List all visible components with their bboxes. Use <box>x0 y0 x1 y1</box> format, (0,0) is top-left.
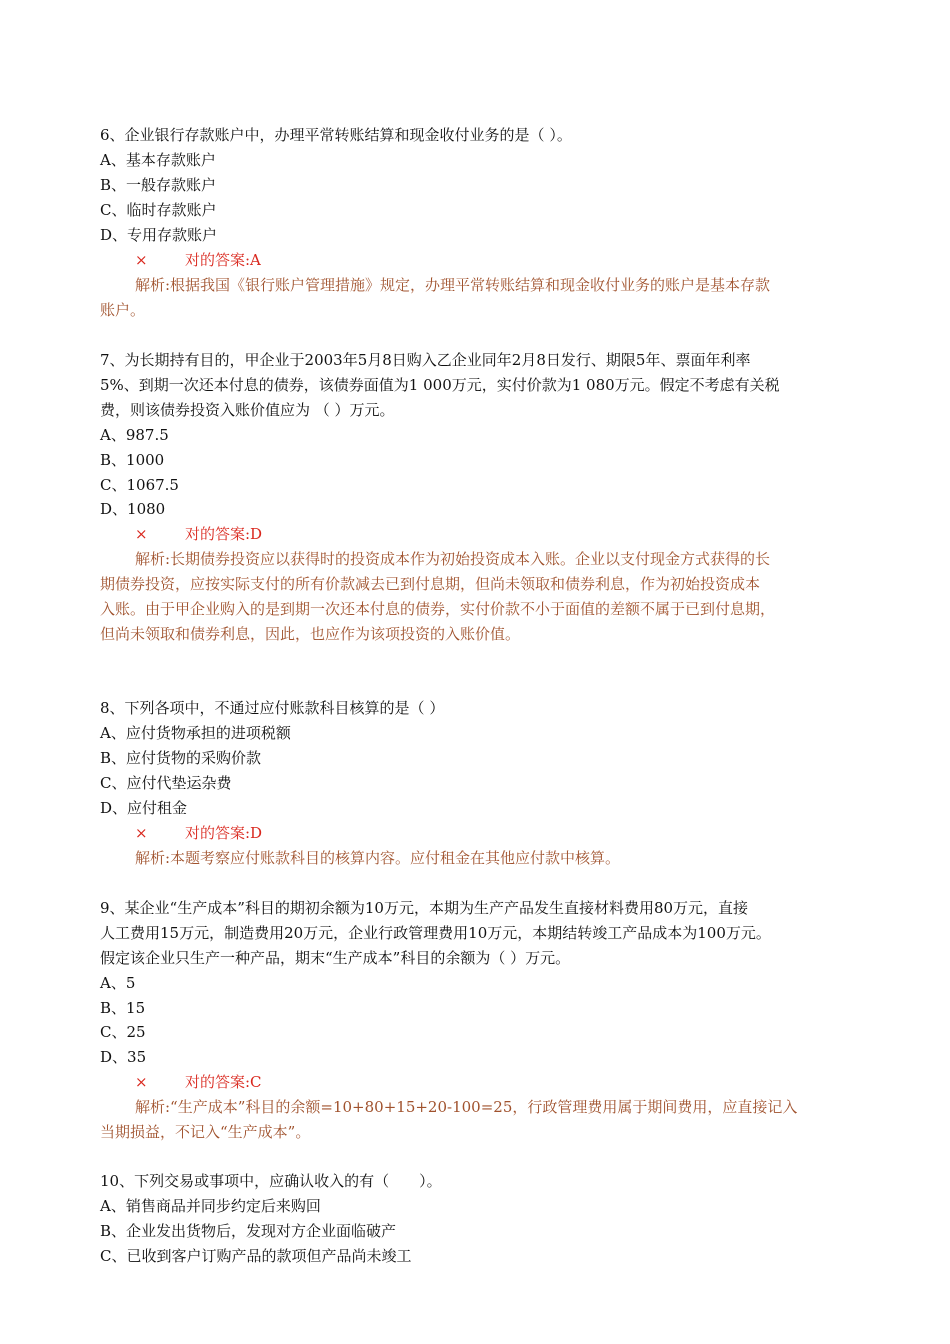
question-6-option-c: C、临时存款账户 <box>100 201 217 219</box>
question-9-analysis-cont: 当期损益，不记入“生产成本”。 <box>100 1123 311 1141</box>
question-9-option-b: B、15 <box>100 999 146 1017</box>
question-8-stem: 8、下列各项中，不通过应付账款科目核算的是（ ） <box>100 699 445 717</box>
question-7-option-b: B、1000 <box>100 451 165 469</box>
question-7-answer: 对的答案:D <box>185 525 263 543</box>
wrong-mark-icon: × <box>135 525 148 543</box>
question-7-option-d: D、1080 <box>100 500 166 518</box>
question-7-stem-line-2: 5%、到期一次还本付息的债券，该债券面值为1 000万元，实付价款为1 080万元。假定不考虑有关税 <box>100 376 780 394</box>
question-7-analysis-line-1: 解析:长期债券投资应以获得时的投资成本作为初始投资成本入账。企业以支付现金方式获得的长 <box>135 550 771 568</box>
wrong-mark-icon: × <box>135 824 148 842</box>
question-9-answer-row <box>135 1072 262 1092</box>
question-9-answer: 对的答案:C <box>185 1073 262 1091</box>
question-6-answer: 对的答案:A <box>185 251 261 269</box>
question-9-analysis: 解析:“生产成本”科目的余额=10+80+15+20-100=25，行政管理费用属于期间费用，应直接记入 <box>135 1098 798 1116</box>
wrong-mark-icon: × <box>135 1073 148 1091</box>
question-9-stem-line-2: 人工费用15万元，制造费用20万元，企业行政管理费用10万元，本期结转竣工产品成本为100万元。 <box>100 924 771 942</box>
question-7-stem-line-3: 费，则该债券投资入账价值应为 （ ）万元。 <box>100 401 395 419</box>
question-9-stem-line-3: 假定该企业只生产一种产品，期末“生产成本”科目的余额为（ ）万元。 <box>100 949 571 967</box>
question-10-option-b: B、企业发出货物后，发现对方企业面临破产 <box>100 1222 397 1240</box>
question-7-stem-line-1: 7、为长期持有目的，甲企业于2003年5月8日购入乙企业同年2月8日发行、期限5年、票面年利率 <box>100 351 751 369</box>
question-7-option-a: A、987.5 <box>100 426 169 444</box>
wrong-mark-icon: × <box>135 251 148 269</box>
question-8-option-b: B、应付货物的采购价款 <box>100 749 262 767</box>
question-6-analysis: 解析:根据我国《银行账户管理措施》规定，办理平常转账结算和现金收付业务的账户是基本存款 <box>135 276 771 294</box>
question-6-stem: 6、企业银行存款账户中，办理平常转账结算和现金收付业务的是（ ）。 <box>100 126 572 144</box>
question-7-analysis-line-3: 入账。由于甲企业购入的是到期一次还本付息的债券，实付价款不小于面值的差额不属于已到付息期， <box>100 600 776 618</box>
question-6-option-d: D、专用存款账户 <box>100 226 218 244</box>
question-9-option-a: A、5 <box>100 974 136 992</box>
question-8-analysis: 解析:本题考察应付账款科目的核算内容。应付租金在其他应付款中核算。 <box>135 849 621 867</box>
question-6-analysis-cont: 账户。 <box>100 301 146 319</box>
question-8-answer-row <box>135 823 262 843</box>
question-7-answer-row <box>135 524 262 544</box>
question-7-analysis-line-4: 但尚未领取和债券利息，因此，也应作为该项投资的入账价值。 <box>100 625 521 643</box>
question-8-answer: 对的答案:D <box>185 824 263 842</box>
question-8-option-c: C、应付代垫运杂费 <box>100 774 232 792</box>
question-10-stem: 10、下列交易或事项中，应确认收入的有（ ）。 <box>100 1172 442 1190</box>
question-6-option-a: A、基本存款账户 <box>100 151 216 169</box>
question-8-option-d: D、应付租金 <box>100 799 188 817</box>
question-10-option-a: A、销售商品并同步约定后来购回 <box>100 1197 321 1215</box>
question-8-option-a: A、应付货物承担的进项税额 <box>100 724 291 742</box>
question-6-option-b: B、一般存款账户 <box>100 176 217 194</box>
question-9-stem-line-1: 9、某企业“生产成本”科目的期初余额为10万元，本期为生产产品发生直接材料费用80万元，直接 <box>100 899 749 917</box>
question-10-option-c: C、已收到客户订购产品的款项但产品尚未竣工 <box>100 1247 412 1265</box>
question-7-option-c: C、1067.5 <box>100 476 179 494</box>
question-9-option-d: D、35 <box>100 1048 147 1066</box>
question-6-answer-row <box>135 250 261 270</box>
question-7-analysis-line-2: 期债券投资，应按实际支付的所有价款减去已到付息期，但尚未领取和债券利息，作为初始投资成本 <box>100 575 761 593</box>
question-9-option-c: C、25 <box>100 1023 146 1041</box>
